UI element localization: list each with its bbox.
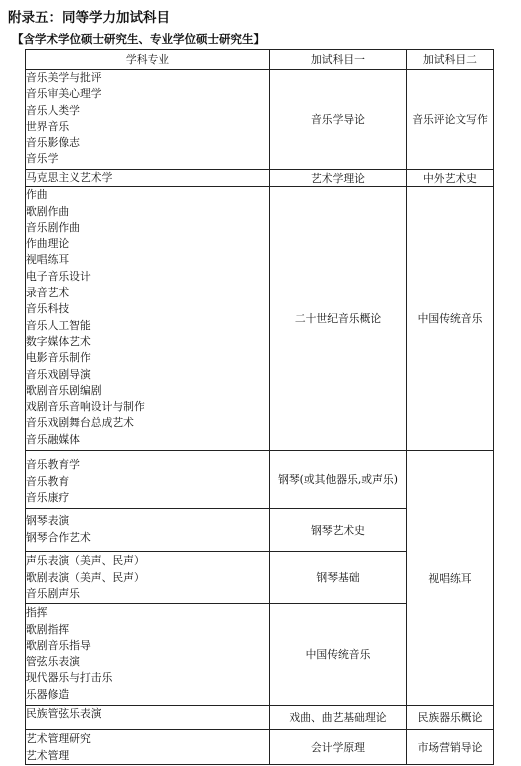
major-item: 音乐影像志 bbox=[26, 136, 80, 150]
majors-cell bbox=[26, 170, 270, 187]
majors-cell bbox=[26, 451, 270, 509]
subject-2-cell: 民族器乐概论 bbox=[407, 706, 494, 730]
majors-cell bbox=[26, 706, 270, 730]
major-item: 歌剧作曲 bbox=[26, 204, 70, 218]
major-item: 音乐教育学 bbox=[26, 458, 80, 472]
shared-subject-2-cell: 视唱练耳 bbox=[407, 451, 494, 706]
header-major: 学科专业 bbox=[26, 50, 270, 70]
subject-1-cell: 钢琴(或其他器乐,或声乐) bbox=[270, 451, 407, 509]
table-row bbox=[26, 730, 494, 765]
major-item: 录音艺术 bbox=[26, 286, 70, 300]
table-row bbox=[26, 187, 494, 451]
table-row bbox=[26, 706, 494, 730]
major-item: 歌剧表演（美声、民声） bbox=[26, 570, 145, 584]
major-item: 音乐科技 bbox=[26, 302, 70, 316]
major-item: 钢琴合作艺术 bbox=[26, 530, 91, 544]
subject-2-cell: 市场营销导论 bbox=[407, 730, 494, 765]
major-item: 音乐戏剧导演 bbox=[26, 367, 91, 381]
major-item: 音乐融媒体 bbox=[26, 432, 80, 446]
major-item: 音乐审美心理学 bbox=[26, 87, 102, 101]
major-item: 音乐剧作曲 bbox=[26, 220, 80, 234]
header-row bbox=[26, 50, 494, 70]
subject-1-cell: 二十世纪音乐概论 bbox=[270, 187, 407, 451]
major-item: 音乐人类学 bbox=[26, 103, 80, 117]
major-item: 钢琴表演 bbox=[26, 514, 70, 528]
major-item: 电子音乐设计 bbox=[26, 269, 91, 283]
subject-1-cell: 音乐学导论 bbox=[270, 70, 407, 170]
table-row bbox=[26, 451, 494, 509]
major-item: 乐器修造 bbox=[26, 687, 70, 701]
subject-1-cell: 会计学原理 bbox=[270, 730, 407, 765]
major-item: 作曲 bbox=[26, 188, 48, 202]
majors-cell bbox=[26, 509, 270, 552]
major-item: 指挥 bbox=[26, 606, 48, 620]
majors-cell bbox=[26, 730, 270, 765]
subject-2-cell: 中国传统音乐 bbox=[407, 187, 494, 451]
major-item: 艺术管理 bbox=[26, 748, 70, 762]
page-title: 附录五：同等学力加试科目 bbox=[8, 10, 170, 26]
header-subject-1: 加试科目一 bbox=[270, 50, 407, 70]
major-item: 音乐剧声乐 bbox=[26, 586, 80, 600]
header-subject-2: 加试科目二 bbox=[407, 50, 494, 70]
major-item: 音乐人工智能 bbox=[26, 318, 91, 332]
major-item: 视唱练耳 bbox=[26, 253, 70, 267]
table-subtitle: 【含学术学位硕士研究生、专业学位硕士研究生】 bbox=[12, 32, 265, 46]
major-item: 民族管弦乐表演 bbox=[26, 707, 102, 721]
major-item: 歌剧音乐剧编剧 bbox=[26, 383, 102, 397]
majors-cell bbox=[26, 70, 270, 170]
major-item: 音乐学 bbox=[26, 152, 59, 166]
majors-cell bbox=[26, 604, 270, 706]
subject-2-cell: 音乐评论文写作 bbox=[407, 70, 494, 170]
major-item: 音乐美学与批评 bbox=[26, 71, 102, 84]
table-row bbox=[26, 70, 494, 170]
majors-cell bbox=[26, 552, 270, 604]
major-item: 电影音乐制作 bbox=[26, 351, 91, 365]
subject-1-cell: 钢琴艺术史 bbox=[270, 509, 407, 552]
major-item: 音乐戏剧舞台总成艺术 bbox=[26, 416, 134, 430]
subject-1-cell: 戏曲、曲艺基础理论 bbox=[270, 706, 407, 730]
major-item: 现代器乐与打击乐 bbox=[26, 671, 113, 685]
subject-1-cell: 中国传统音乐 bbox=[270, 604, 407, 706]
major-item: 管弦乐表演 bbox=[26, 655, 80, 669]
major-item: 歌剧指挥 bbox=[26, 622, 70, 636]
table-row bbox=[26, 170, 494, 187]
subject-1-cell: 艺术学理论 bbox=[270, 170, 407, 187]
major-item: 马克思主义艺术学 bbox=[26, 171, 113, 184]
major-item: 作曲理论 bbox=[26, 237, 70, 251]
major-item: 艺术管理研究 bbox=[26, 732, 91, 746]
major-item: 声乐表演（美声、民声） bbox=[26, 554, 145, 568]
major-item: 世界音乐 bbox=[26, 119, 70, 133]
major-item: 音乐康疗 bbox=[26, 490, 70, 504]
major-item: 歌剧音乐指导 bbox=[26, 638, 91, 652]
major-item: 戏剧音乐音响设计与制作 bbox=[26, 400, 145, 414]
majors-cell bbox=[26, 187, 270, 451]
subject-2-cell: 中外艺术史 bbox=[407, 170, 494, 187]
exam-subjects-table bbox=[25, 49, 494, 765]
subject-1-cell: 钢琴基础 bbox=[270, 552, 407, 604]
major-item: 音乐教育 bbox=[26, 474, 70, 488]
major-item: 数字媒体艺术 bbox=[26, 334, 91, 348]
